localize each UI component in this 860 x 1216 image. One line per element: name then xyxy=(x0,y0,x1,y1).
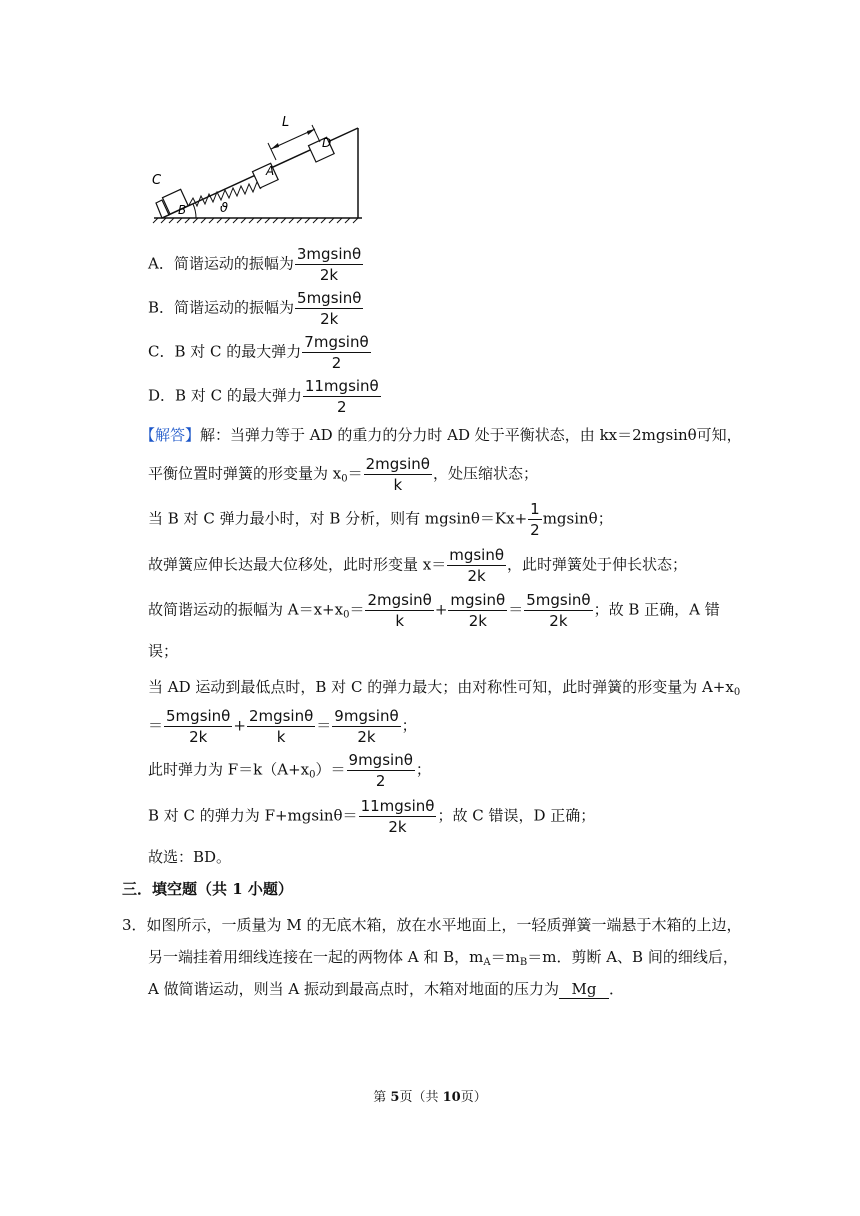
solution-line-9: 此时弹力为 $F=k(A+x_0)=$ $\frac{9mgsin\theta}{2}$ ； xyxy=(148,751,431,790)
solution-line-7: 当 AD 运动到最低点时，B 对 C 的弹力最大；由对称性可知，此时弹簧的形变量为 $A+x_0$ xyxy=(148,678,741,698)
total-pages: 10 xyxy=(442,1090,461,1105)
solution-line-8: ＝ $\frac{5mgsin\theta}{2k}$ + $\frac{2mgsin\theta}{k}$ ＝ $\frac{9mgsin\theta}{2k}$ ； xyxy=(148,707,417,746)
solution-line-4: 故弹簧应伸长达最大位移处，此时形变量 x＝ $\frac{mgsin\theta}{2k}$ ，此时弹簧处于伸长状态； xyxy=(148,546,688,585)
section-heading: 三．填空题（共 1 小题） xyxy=(122,880,293,898)
question-3-line-1: 3．如图所示，一质量为 M 的无底木箱，放在水平地面上，一轻质弹簧一端悬于木箱的上边， xyxy=(122,916,742,934)
question-3-line-2: 另一端挂着用细线连接在一起的两物体 A 和 B，$m_A=m_B=m$．剪断 A、B 间的细线后， xyxy=(148,948,738,968)
solution-line-10: B 对 C 的弹力为 F+mgsinθ＝ $\frac{11mgsin\theta}{2k}$ ；故 C 错误，D 正确； xyxy=(148,797,596,836)
option-d-fraction: $\frac{11mgsin\theta}{2}$ xyxy=(304,377,379,416)
solution-line-2: 平衡位置时弹簧的形变量为 $x_0=$ $\frac{2mgsin\theta}{k}$ ，处压缩状态； xyxy=(148,455,538,494)
answer-blank: Mg xyxy=(559,980,609,999)
question-3-line-3: A 做简谐运动，则当 A 振动到最高点时，木箱对地面的压力为 Mg ． xyxy=(148,980,624,998)
solution-line-11: 故选：BD。 xyxy=(148,848,232,866)
solution-tag: 【解答】 xyxy=(140,426,201,444)
option-c: C．B 对 C 的最大弹力 $\frac{7mgsin\theta}{2}$ xyxy=(148,333,369,372)
incline-spring-figure xyxy=(148,110,368,225)
current-page: 5 xyxy=(390,1090,400,1105)
option-c-fraction: $\frac{7mgsin\theta}{2}$ xyxy=(304,333,369,372)
label-d: D xyxy=(322,136,332,150)
option-a-fraction: $\frac{3mgsin\theta}{2k}$ xyxy=(296,245,362,284)
label-l: L xyxy=(282,115,290,130)
solution-line-6: 误； xyxy=(148,642,179,660)
label-b: B xyxy=(178,203,187,217)
option-b: B．简谐运动的振幅为 $\frac{5mgsin\theta}{2k}$ xyxy=(148,289,362,328)
option-a: A．简谐运动的振幅为 $\frac{3mgsin\theta}{2k}$ xyxy=(148,245,362,284)
label-a: A xyxy=(266,164,275,178)
option-b-fraction: $\frac{5mgsin\theta}{2k}$ xyxy=(297,289,362,328)
solution-line-3: 当 B 对 C 弹力最小时，对 B 分析，则有 mgsinθ＝Kx+ $\frac{1}{2}$ mgsinθ； xyxy=(148,500,613,539)
solution-line-5: 故简谐运动的振幅为 $A=x+x_0=$ $\frac{2mgsin\theta}{k}$ + $\frac{mgsin\theta}{2k}$ ＝ $\frac{5mgsin\theta}{2k}$ ；故 B 正确，A 错 xyxy=(148,591,720,630)
label-c: C xyxy=(152,173,162,188)
solution-line-1: 【解答】解：当弹力等于 AD 的重力的分力时 AD 处于平衡状态，由 kx＝2mgsinθ可知， xyxy=(140,426,742,444)
page-footer: 第 5页（共 10页） xyxy=(373,1090,487,1105)
option-d: D．B 对 C 的最大弹力 $\frac{11mgsin\theta}{2}$ xyxy=(148,377,379,416)
label-theta: ϑ xyxy=(220,201,229,216)
